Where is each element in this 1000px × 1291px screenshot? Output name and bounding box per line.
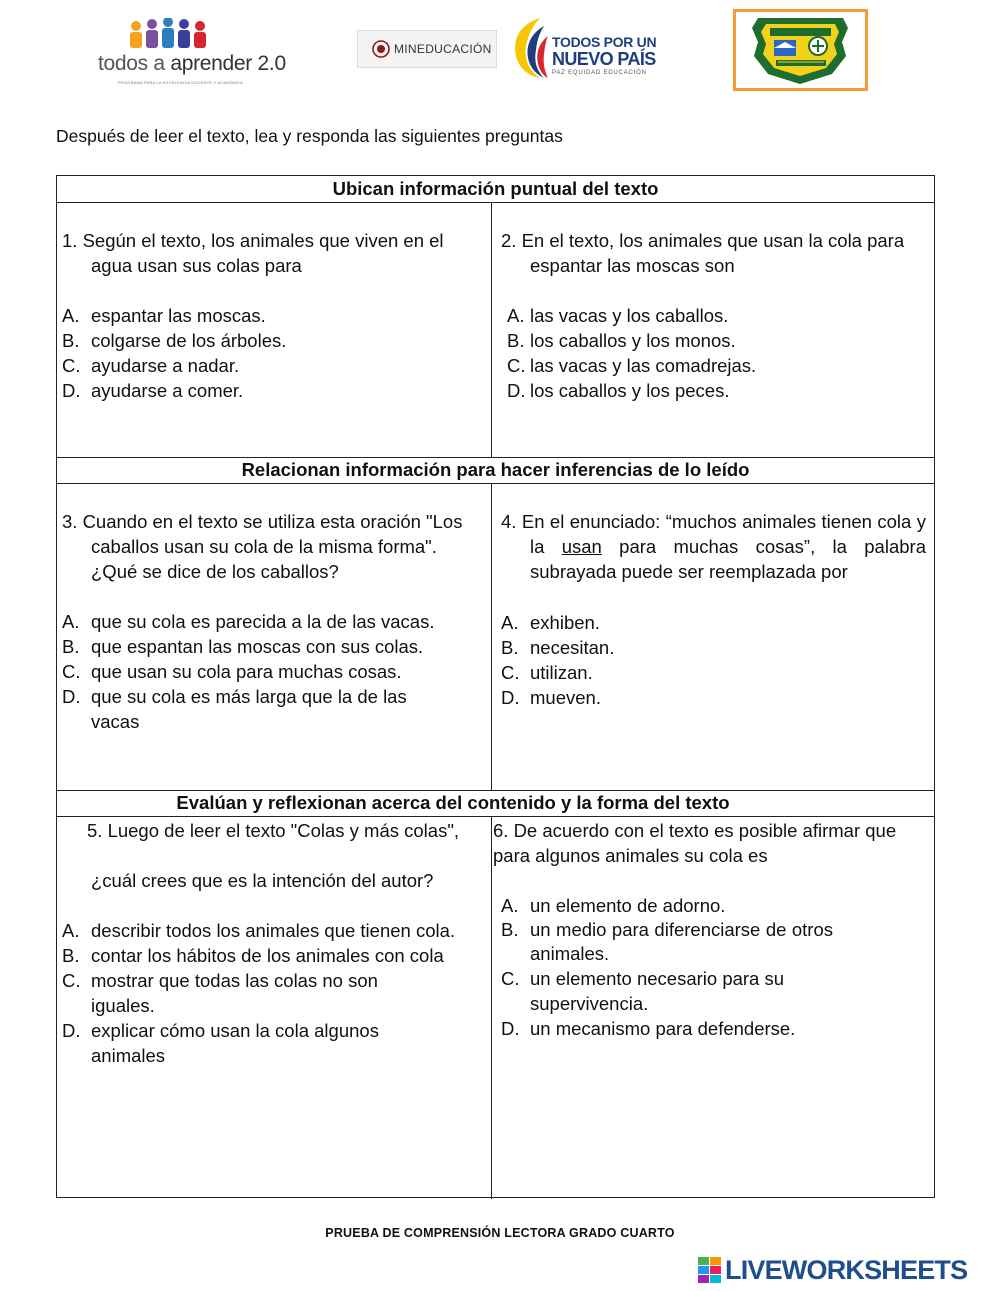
- todos-a-aprender-text: todos a aprender 2.0: [98, 52, 286, 75]
- question-sub-stem: ¿Qué se dice de los caballos?: [91, 561, 339, 582]
- questions-table: [56, 175, 935, 1198]
- section-title: Relacionan información para hacer inferencias de lo leído: [241, 459, 750, 480]
- option[interactable]: B. contar los hábitos de los animales con cola: [62, 945, 444, 966]
- option[interactable]: C. mostrar que todas las colas no son iguales.: [62, 970, 378, 1016]
- school-emblem: [733, 9, 868, 91]
- liveworksheets-text: LIVEWORKSHEETS: [725, 1255, 968, 1285]
- question-stem: 2. En el texto, los animales que usan la cola para espantar las moscas son: [501, 230, 905, 276]
- liveworksheets-icon: [698, 1257, 722, 1283]
- tpnp-line2: NUEVO PAÍS: [552, 49, 656, 69]
- todos-a-aprender-logo: [98, 18, 286, 90]
- question-stem: 5. Luego de leer el texto "Colas y más colas",: [87, 820, 460, 841]
- table-rule: [57, 816, 934, 817]
- table-rule: [57, 202, 934, 203]
- option[interactable]: D. los caballos y los peces.: [507, 380, 730, 401]
- option[interactable]: B. necesitan.: [501, 637, 615, 658]
- colombia-flag-swoosh-icon: [510, 16, 550, 80]
- option[interactable]: C. que usan su cola para muchas cosas.: [62, 661, 402, 682]
- question-3: [62, 509, 487, 734]
- people-icon: [128, 18, 208, 52]
- question-1: [62, 228, 482, 403]
- option[interactable]: C. ayudarse a nadar.: [62, 355, 240, 376]
- option[interactable]: B. los caballos y los monos.: [507, 330, 736, 351]
- tpnp-line3: PAZ EQUIDAD EDUCACIÓN: [552, 70, 647, 76]
- option[interactable]: B. un medio para diferenciarse de otros animales.: [501, 919, 833, 964]
- todos-por-un-nuevo-pais-logo: [510, 16, 655, 84]
- table-rule: [57, 483, 934, 484]
- underlined-word: usan: [561, 536, 602, 557]
- question-stem: 4. En el enunciado: “muchos animales tienen cola y la usan para muchas cosas”, la palabra subrayada puede ser reemplazada por: [501, 511, 926, 582]
- column-divider: [491, 816, 492, 1199]
- question-5: [62, 818, 487, 1068]
- option[interactable]: A. un elemento de adorno.: [501, 895, 726, 916]
- option[interactable]: D. que su cola es más larga que la de las vacas: [62, 686, 407, 732]
- option[interactable]: A. describir todos los animales que tienen cola.: [62, 920, 456, 941]
- coat-of-arms-icon: [372, 40, 390, 58]
- option[interactable]: D. explicar cómo usan la cola algunos animales: [62, 1020, 379, 1066]
- option[interactable]: D. ayudarse a comer.: [62, 380, 244, 401]
- todos-a-aprender-subtitle: PROGRAMA PARA LA EXCELENCIA DOCENTE Y ACADÉMICA: [118, 80, 243, 85]
- question-sub-stem: ¿cuál crees que es la intención del autor?: [91, 870, 434, 891]
- option[interactable]: B. colgarse de los árboles.: [62, 330, 287, 351]
- section-title: Ubican información puntual del texto: [332, 178, 659, 199]
- question-stem: 1. Según el texto, los animales que viven en el agua usan sus colas para: [62, 230, 444, 276]
- option[interactable]: C. utilizan.: [501, 662, 593, 683]
- question-6: [493, 818, 925, 1041]
- option[interactable]: C. un elemento necesario para su supervivencia.: [501, 968, 785, 1014]
- option[interactable]: B. que espantan las moscas con sus colas.: [62, 636, 424, 657]
- column-divider: [491, 202, 492, 457]
- option[interactable]: D. un mecanismo para defenderse.: [501, 1018, 796, 1039]
- liveworksheets-watermark: [698, 1255, 998, 1285]
- question-4: [501, 509, 926, 710]
- tpnp-line1: TODOS POR UN: [552, 34, 657, 50]
- option[interactable]: A. que su cola es parecida a la de las vacas.: [62, 611, 435, 632]
- footer-title: PRUEBA DE COMPRENSIÓN LECTORA GRADO CUARTO: [325, 1226, 675, 1240]
- option[interactable]: D. mueven.: [501, 687, 601, 708]
- column-divider: [491, 483, 492, 790]
- question-stem: 6. De acuerdo con el texto es posible afirmar que para algunos animales su cola es: [493, 820, 897, 866]
- question-stem: 3. Cuando en el texto se utiliza esta oración "Los caballos usan su cola de la misma forma".: [62, 511, 463, 557]
- option[interactable]: A. espantar las moscas.: [62, 305, 266, 326]
- option[interactable]: A. exhiben.: [501, 612, 600, 633]
- mineducacion-logo: [357, 30, 497, 68]
- section-title: Evalúan y reflexionan acerca del contenido y la forma del texto: [176, 792, 730, 813]
- question-2: [501, 228, 926, 403]
- school-shield-icon: [736, 12, 865, 88]
- instructions-text: Después de leer el texto, lea y responda las siguientes preguntas: [56, 126, 563, 146]
- option[interactable]: A. las vacas y los caballos.: [507, 305, 729, 326]
- option[interactable]: C. las vacas y las comadrejas.: [507, 355, 757, 376]
- mineducacion-text: MINEDUCACIÓN: [394, 42, 492, 56]
